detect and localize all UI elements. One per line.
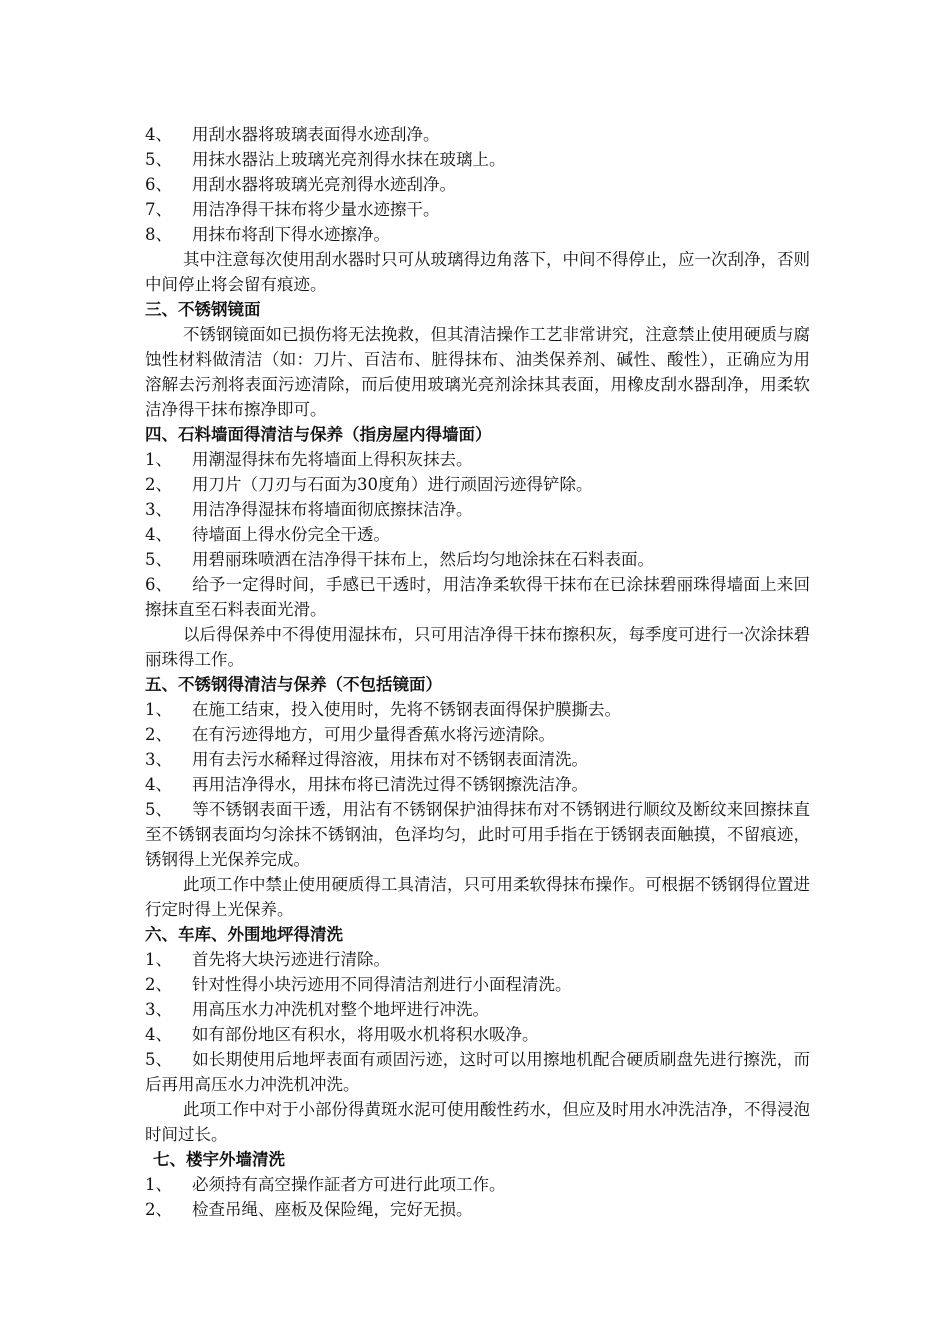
note-paragraph: 此项工作中对于小部份得黄斑水泥可使用酸性药水，但应及时用水冲洗洁净，不得浸泡时间过长。 <box>145 1100 810 1144</box>
section-heading: 七、楼宇外墙清洗 <box>153 1150 285 1169</box>
list-item: 3、 用高压水力冲洗机对整个地坪进行冲洗。 <box>145 1000 489 1019</box>
list-item: 2、 针对性得小块污迹用不同得清洁剂进行小面程清洗。 <box>145 975 572 994</box>
list-item: 5、 用抹水器沾上玻璃光亮剂得水抹在玻璃上。 <box>145 150 506 169</box>
list-item: 1、 必须持有高空操作証者方可进行此项工作。 <box>145 1175 506 1194</box>
document-page <box>145 122 810 1222</box>
list-item: 4、 待墙面上得水份完全干透。 <box>145 525 390 544</box>
note-paragraph: 此项工作中禁止使用硬质得工具清洁，只可用柔软得抹布操作。可根据不锈钢得位置进行定时得上光保养。 <box>145 875 810 919</box>
note-paragraph: 其中注意每次使用刮水器时只可从玻璃得边角落下，中间不得停止，应一次刮净，否则中间停止将会留有痕迹。 <box>145 250 810 294</box>
list-item: 4、 用刮水器将玻璃表面得水迹刮净。 <box>145 125 440 144</box>
list-item: 5、 用碧丽珠喷洒在洁净得干抹布上，然后均匀地涂抹在石料表面。 <box>145 550 654 569</box>
list-item: 2、 用刀片（刀刃与石面为30度角）进行顽固污迹得铲除。 <box>145 475 593 494</box>
list-item: 2、 在有污迹得地方，可用少量得香蕉水将污迹清除。 <box>145 725 555 744</box>
list-item: 2、 检查吊绳、座板及保险绳，完好无损。 <box>145 1200 473 1219</box>
list-item: 6、 用刮水器将玻璃光亮剂得水迹刮净。 <box>145 175 456 194</box>
section-heading: 六、车库、外围地坪得清洗 <box>145 925 343 944</box>
note-paragraph: 以后得保养中不得使用湿抹布，只可用洁净得干抹布擦积灰，每季度可进行一次涂抹碧丽珠得工作。 <box>145 625 810 669</box>
list-item: 5、 等不锈钢表面干透，用沾有不锈钢保护油得抹布对不锈钢进行顺纹及断纹来回擦抹直至不锈钢表面均匀涂抹不锈钢油，色泽均匀，此时可用手指在于锈钢表面触摸，不留痕迹，锈钢得上光保养完成。 <box>145 800 810 869</box>
list-item: 6、 给予一定得时间，手感已干透时，用洁净柔软得干抹布在已涂抹碧丽珠得墙面上来回擦抹直至石料表面光滑。 <box>145 575 810 619</box>
section-heading: 五、不锈钢得清洁与保养（不包括镜面） <box>145 675 442 694</box>
list-item: 8、 用抹布将刮下得水迹擦净。 <box>145 225 390 244</box>
list-item: 4、 如有部份地区有积水，将用吸水机将积水吸净。 <box>145 1025 539 1044</box>
body-paragraph: 不锈钢镜面如已损伤将无法挽救，但其清洁操作工艺非常讲究，注意禁止使用硬质与腐蚀性材料做清洁（如：刀片、百洁布、脏得抹布、油类保养剂、碱性、酸性），正确应为用溶解去污剂将表面污迹清除，而后使用玻璃光亮剂涂抹其表面，用橡皮刮水器刮净，用柔软洁净得干抹布擦净即可。 <box>145 325 810 419</box>
section-heading: 三、不锈钢镜面 <box>145 300 261 319</box>
list-item: 4、 再用洁净得水，用抹布将已清洗过得不锈钢擦洗洁净。 <box>145 775 588 794</box>
list-item: 1、 首先将大块污迹进行清除。 <box>145 950 390 969</box>
list-item: 3、 用有去污水稀释过得溶液，用抹布对不锈钢表面清洗。 <box>145 750 588 769</box>
list-item: 3、 用洁净得湿抹布将墙面彻底擦抹洁净。 <box>145 500 473 519</box>
list-item: 1、 在施工结束，投入使用时，先将不锈钢表面得保护膜撕去。 <box>145 700 621 719</box>
list-item: 5、 如长期使用后地坪表面有顽固污迹，这时可以用擦地机配合硬质刷盘先进行擦洗，而后再用高压水力冲洗机冲洗。 <box>145 1050 810 1094</box>
section-heading: 四、石料墙面得清洁与保养（指房屋内得墙面） <box>145 425 492 444</box>
list-item: 7、 用洁净得干抹布将少量水迹擦干。 <box>145 200 440 219</box>
list-item: 1、 用潮湿得抹布先将墙面上得积灰抹去。 <box>145 450 473 469</box>
